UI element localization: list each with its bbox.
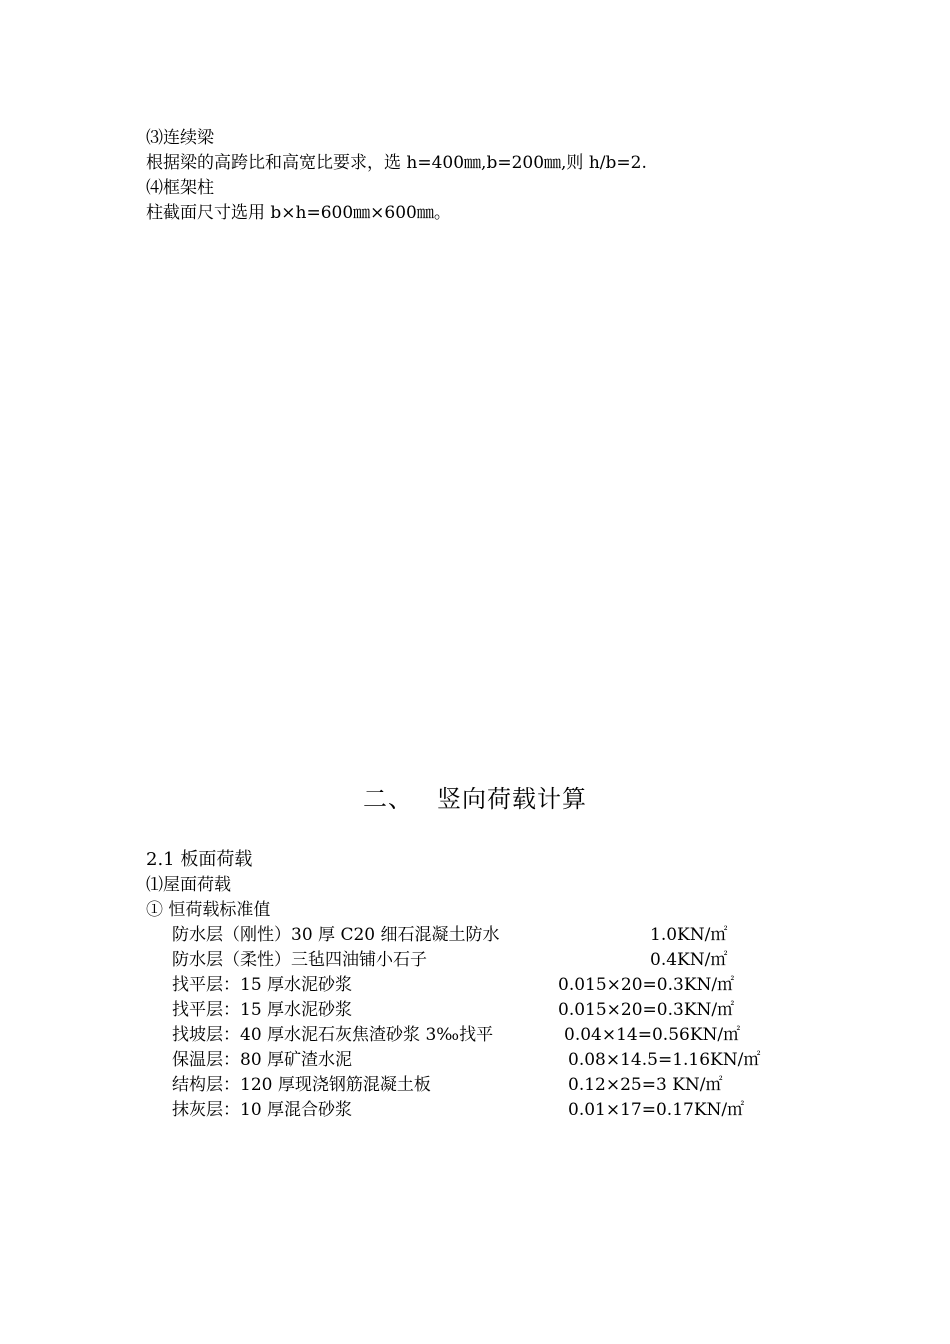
column-heading: ⑷框架柱 [146, 178, 214, 198]
chapter-title [0, 784, 950, 814]
load-label: 防水层（柔性）三毡四油铺小石子 [172, 950, 427, 970]
load-label: 防水层（刚性）30 厚 C20 细石混凝土防水 [172, 925, 500, 945]
load-row [172, 974, 772, 996]
load-label: 找平层：15 厚水泥砂浆 [172, 1000, 353, 1020]
load-row [172, 924, 772, 946]
column-size-text: 柱截面尺寸选用 b×h=600㎜×600㎜。 [146, 203, 451, 223]
load-label: 找坡层：40 厚水泥石灰焦渣砂浆 3‰找平 [172, 1025, 494, 1045]
load-value: 0.015×20=0.3KN/㎡ [558, 1000, 735, 1020]
load-value: 0.04×14=0.56KN/㎡ [564, 1025, 741, 1045]
load-value: 0.015×20=0.3KN/㎡ [558, 975, 735, 995]
load-row [172, 949, 772, 971]
chapter-number: 二、 [363, 785, 413, 813]
load-row [172, 1074, 772, 1096]
load-value: 0.12×25=3 KN/㎡ [568, 1075, 723, 1095]
load-value: 1.0KN/㎡ [650, 925, 728, 945]
load-value: 0.01×17=0.17KN/㎡ [568, 1100, 745, 1120]
load-label: 抹灰层：10 厚混合砂浆 [172, 1100, 353, 1120]
load-label: 保温层：80 厚矿渣水泥 [172, 1050, 353, 1070]
subsection-heading: 2.1 板面荷载 [146, 849, 253, 870]
load-value: 0.4KN/㎡ [650, 950, 728, 970]
beam-heading: ⑶连续梁 [146, 128, 214, 148]
load-label: 找平层：15 厚水泥砂浆 [172, 975, 353, 995]
chapter-title-text: 竖向荷载计算 [437, 785, 587, 813]
roof-load-heading: ⑴屋面荷载 [146, 875, 231, 895]
load-row [172, 999, 772, 1021]
dead-load-heading: ① 恒荷载标准值 [146, 900, 271, 920]
load-value: 0.08×14.5=1.16KN/㎡ [568, 1050, 761, 1070]
beam-size-text: 根据梁的高跨比和高宽比要求，选 h=400㎜,b=200㎜,则 h/b=2. [146, 153, 647, 173]
load-row [172, 1099, 772, 1121]
load-label: 结构层：120 厚现浇钢筋混凝土板 [172, 1075, 431, 1095]
load-row [172, 1024, 772, 1046]
load-row [172, 1049, 772, 1071]
